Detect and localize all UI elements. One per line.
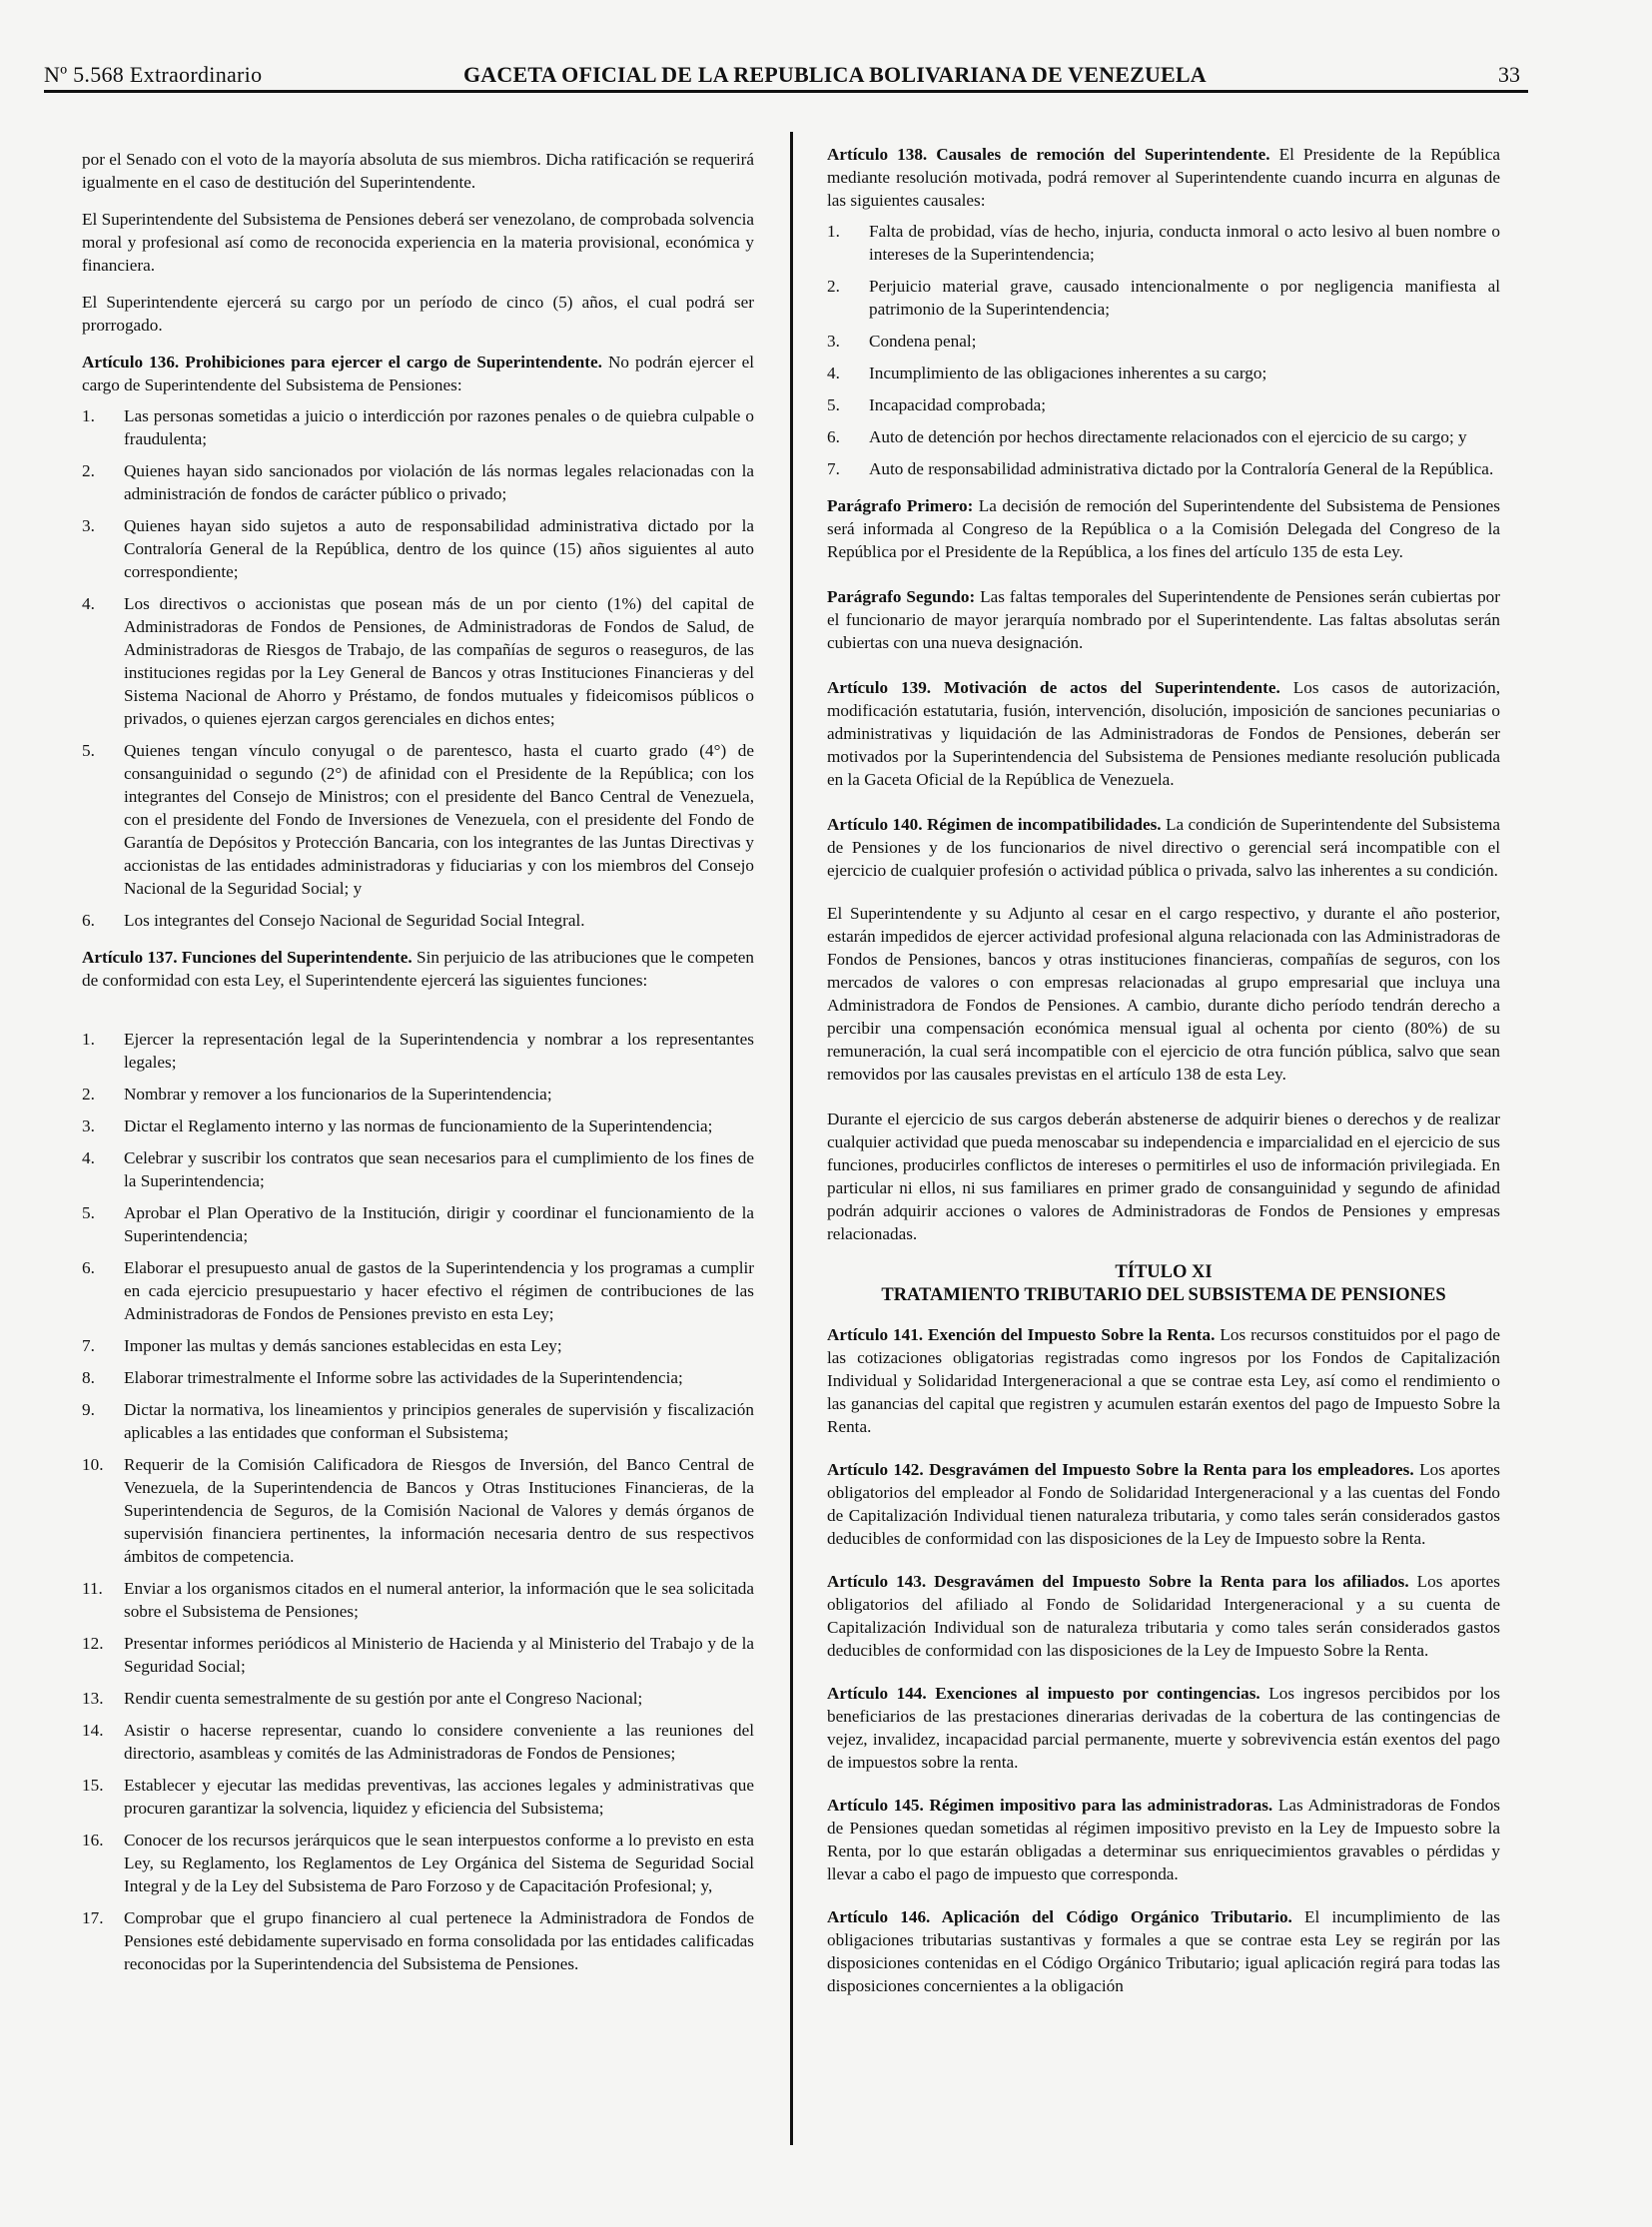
item-number: 1.: [82, 1030, 95, 1049]
article-heading: Artículo 142. Desgravámen del Impuesto Sobre la Renta para los empleadores.: [827, 1460, 1414, 1479]
item-text: Comprobar que el grupo financiero al cual pertenece la Administradora de Fondos de Pensiones esté debidamente supervisado en forma consolidada por las entidades calificadas reconocidas por la Superintendencia del Subsistema de Pensiones.: [124, 1908, 754, 1973]
article-text: El Presidente de la República mediante resolución motivada, podrá remover al Superintendente cuando incurra en algunas de las siguientes causales:: [827, 145, 1500, 210]
list-item: [82, 1114, 754, 1137]
title-name: TRATAMIENTO TRIBUTARIO DEL SUBSISTEMA DE PENSIONES: [881, 1285, 1446, 1305]
item-number: 2.: [82, 1085, 95, 1104]
article-heading: Artículo 140. Régimen de incompatibilidades.: [827, 815, 1162, 834]
list-item: [827, 220, 1500, 266]
article-text: Los aportes obligatorios del afiliado al Fondo de Solidaridad Intergeneracional y a su cuenta de Capitalización Individual son de naturaleza tributaria y como tales serán considerados gastos deducibles de conformidad con las disposiciones de la Ley de Impuesto Sobre la Renta.: [827, 1572, 1500, 1660]
item-number: 9.: [82, 1400, 95, 1419]
item-number: 7.: [82, 1336, 95, 1355]
article-heading: Artículo 138. Causales de remoción del Superintendente.: [827, 145, 1270, 164]
list-item: [827, 275, 1500, 321]
article-141: [827, 1323, 1500, 1438]
item-number: 5.: [827, 395, 840, 414]
item-number: 11.: [82, 1579, 103, 1598]
list-item: [827, 330, 1500, 353]
list-item: [82, 1028, 754, 1074]
paragraph-segundo: [827, 585, 1500, 654]
item-text: Enviar a los organismos citados en el numeral anterior, la información que le sea solicitada sobre el Subsistema de Pensiones;: [124, 1579, 754, 1621]
article-heading: Artículo 141. Exención del Impuesto Sobre la Renta.: [827, 1325, 1216, 1344]
list-item: [82, 909, 754, 932]
list-item: [82, 1334, 754, 1357]
article-text: Los ingresos percibidos por los beneficiarios de las prestaciones dinerarias derivadas de la cobertura de las contingencias de vejez, invalidez, incapacidad parcial permanente, muerte y sobrevivencia están exentos del pago de impuestos sobre la renta.: [827, 1684, 1500, 1772]
issue-number: Nº 5.568 Extraordinario: [44, 62, 263, 87]
item-number: 6.: [82, 911, 95, 930]
article-text: Los casos de autorización, modificación estatutaria, fusión, intervención, disolución, imposición de sanciones pecuniarias o administrativas y liquidación de las Administradoras de Fondos de Pensiones, deberán ser motivados por la Superintendencia del Subsistema de Pensiones mediante resolución publicada en la Gaceta Oficial de la República de Venezuela.: [827, 678, 1501, 789]
list-item: [82, 592, 754, 730]
page-number: 33: [1498, 62, 1520, 87]
paragraph: por el Senado con el voto de la mayoría absoluta de sus miembros. Dicha ratificación se requerirá igualmente en el caso de destitución del Superintendente.: [82, 150, 754, 192]
list-item: [82, 1201, 754, 1247]
list-item: [82, 1256, 754, 1325]
item-number: 5.: [82, 1203, 95, 1222]
article-heading: Parágrafo Primero:: [827, 496, 974, 515]
item-text: Quienes hayan sido sancionados por violación de lás normas legales relacionadas con la administración de fondos de carácter público o privado;: [124, 461, 754, 503]
item-number: 8.: [82, 1368, 95, 1387]
item-number: 1.: [82, 406, 95, 425]
item-text: Ejercer la representación legal de la Superintendencia y nombrar a los representantes legales;: [124, 1030, 754, 1072]
item-number: 1.: [827, 222, 840, 241]
item-number: 2.: [82, 461, 95, 480]
article-text: Las faltas temporales del Superintendente de Pensiones serán cubiertas por el funcionario de mayor jerarquía nombrado por el Superintendente. Las faltas absolutas serán cubiertas con una nueva designación.: [827, 587, 1500, 652]
list-item: [82, 1829, 754, 1897]
item-text: Condena penal;: [869, 332, 977, 351]
article-145: [827, 1794, 1500, 1885]
list-item: [827, 425, 1500, 448]
article-137-list: [82, 1028, 754, 1975]
article-143: [827, 1570, 1500, 1662]
item-text: Establecer y ejecutar las medidas preventivas, las acciones legales y administrativas que procuren garantizar la solvencia, liquidez y eficiencia del Subsistema;: [124, 1776, 754, 1818]
article-text: La decisión de remoción del Superintendente del Subsistema de Pensiones será informada al Congreso de la República o a la Comisión Delegada del Congreso de la República por el Presidente de la República, a los fines del artículo 135 de esta Ley.: [827, 496, 1500, 561]
article-138-list: [827, 220, 1500, 480]
section-title: [827, 1261, 1500, 1307]
list-item: [82, 1632, 754, 1678]
page-header: [44, 58, 1528, 93]
item-text: Auto de detención por hechos directamente relacionados con el ejercicio de su cargo; y: [869, 427, 1467, 446]
list-item: [82, 739, 754, 900]
list-item: [82, 459, 754, 505]
item-number: 3.: [82, 1116, 95, 1135]
list-item: [82, 1083, 754, 1106]
article-146: [827, 1905, 1500, 1997]
paragraph: El Superintendente del Subsistema de Pensiones deberá ser venezolano, de comprobada solvencia moral y profesional así como de reconocida experiencia en la materia provisional, económica y financiera.: [82, 210, 754, 275]
item-text: Auto de responsabilidad administrativa dictado por la Contraloría General de la República.: [869, 459, 1494, 478]
article-heading: Artículo 139. Motivación de actos del Superintendente.: [827, 678, 1280, 697]
item-number: 7.: [827, 459, 840, 478]
list-item: [82, 404, 754, 450]
article-heading: Artículo 136. Prohibiciones para ejercer el cargo de Superintendente.: [82, 353, 602, 371]
list-item: [82, 1719, 754, 1765]
gazette-title: GACETA OFICIAL DE LA REPUBLICA BOLIVARIANA DE VENEZUELA: [463, 62, 1207, 87]
item-text: Rendir cuenta semestralmente de su gestión por ante el Congreso Nacional;: [124, 1689, 643, 1708]
article-144: [827, 1682, 1500, 1774]
item-number: 4.: [827, 364, 840, 382]
item-number: 4.: [82, 1148, 95, 1167]
item-text: Quienes hayan sido sujetos a auto de responsabilidad administrativa dictado por la Contraloría General de la República, dentro de los quince (15) años siguientes al auto correspondiente;: [124, 516, 754, 581]
item-text: Dictar la normativa, los lineamientos y principios generales de supervisión y fiscalización aplicables a las entidades que conforman el Subsistema;: [124, 1400, 754, 1442]
item-text: Quienes tengan vínculo conyugal o de parentesco, hasta el cuarto grado (4°) de consanguinidad o segundo (2°) de afinidad con el Presidente de la República; con los integrantes del Consejo de Ministros; con el presidente del Banco Central de Venezuela, con el presidente del Fondo de Inversiones de Venezuela, con el presidente del Fondo de Garantía de Depósitos y Protección Bancaria, con los integrantes de las Juntas Directivas y accionistas de las entidades administradoras y fiduciarias y con los miembros del Consejo Nacional de la Seguridad Social; y: [124, 741, 754, 898]
paragraph-primero: [827, 494, 1500, 563]
item-text: Falta de probidad, vías de hecho, injuria, conducta inmoral o acto lesivo al buen nombre o intereses de la Superintendencia;: [869, 222, 1500, 264]
item-text: Perjuicio material grave, causado intencionalmente o por negligencia manifiesta al patrimonio de la Superintendencia;: [869, 277, 1500, 319]
article-heading: Artículo 146. Aplicación del Código Orgánico Tributario.: [827, 1907, 1292, 1926]
article-heading: Artículo 137. Funciones del Superintendente.: [82, 948, 413, 967]
item-text: Asistir o hacerse representar, cuando lo considere conveniente a las reuniones del directorio, asambleas y comités de las Administradoras de Fondos de Pensiones;: [124, 1721, 754, 1763]
item-number: 12.: [82, 1634, 104, 1653]
article-heading: Parágrafo Segundo:: [827, 587, 976, 606]
list-item: [82, 1366, 754, 1389]
article-text: No podrán ejercer el cargo de Superintendente del Subsistema de Pensiones:: [82, 353, 754, 394]
list-item: [827, 457, 1500, 480]
list-item: [82, 1453, 754, 1568]
column-divider: [790, 132, 793, 2145]
article-text: Sin perjuicio de las atribuciones que le competen de conformidad con esta Ley, el Superintendente ejercerá las siguientes funciones:: [82, 948, 754, 990]
title-number: TÍTULO XI: [1115, 1262, 1213, 1282]
article-139: [827, 676, 1500, 791]
article-142: [827, 1458, 1500, 1550]
article-140: [827, 813, 1500, 882]
list-item: [82, 1906, 754, 1975]
article-137: [82, 946, 754, 992]
item-text: Incapacidad comprobada;: [869, 395, 1047, 414]
item-text: Las personas sometidas a juicio o interdicción por razones penales o de quiebra culpable o fraudulenta;: [124, 406, 754, 448]
item-text: Dictar el Reglamento interno y las normas de funcionamiento de la Superintendencia;: [124, 1116, 713, 1135]
item-number: 2.: [827, 277, 840, 296]
item-number: 13.: [82, 1689, 104, 1708]
article-text: El incumplimiento de las obligaciones tributarias sustantivas y formales a que se contrae esta Ley se regirán por las disposiciones contenidas en el Código Orgánico Tributario; igual aplicación regirá para todas las disposiciones concernientes a la obligación: [827, 1907, 1500, 1995]
item-text: Requerir de la Comisión Calificadora de Riesgos de Inversión, del Banco Central de Venezuela, de la Superintendencia de Bancos y Otras Instituciones Financieras, de la Superintendencia de Seguros, de la Comisión Nacional de Valores y demás órganos de supervisión financiera pertinentes, la información necesaria dentro de sus respectivos ámbitos de competencia.: [124, 1455, 754, 1566]
item-text: Aprobar el Plan Operativo de la Institución, dirigir y coordinar el funcionamiento de la Superintendencia;: [124, 1203, 754, 1245]
item-number: 10.: [82, 1455, 104, 1474]
left-column: [82, 148, 754, 1989]
item-text: Celebrar y suscribir los contratos que sean necesarios para el cumplimiento de los fines de la Superintendencia;: [124, 1148, 754, 1190]
list-item: [827, 393, 1500, 416]
item-text: Los directivos o accionistas que posean más de un por ciento (1%) del capital de Administradoras de Fondos de Pensiones, de Administradoras de Fondos de Salud, de Administradoras de Riesgos de Trabajo, de las compañías de seguros o reaseguros, de las instituciones regidas por la Ley General de Bancos y otras Instituciones Financieras y del Sistema Nacional de Ahorro y Préstamo, de fondos mutuales y fideicomisos públicos o privados, o quienes ejerzan cargos gerenciales en dichos entes;: [124, 594, 754, 728]
item-number: 4.: [82, 594, 95, 613]
article-text: Los recursos constituidos por el pago de las cotizaciones obligatorias registradas como ingresos por los Fondos de Capitalización Individual y Solidaridad Intergeneracional a que se contrae esta Ley, así como el rendimiento o las ganancias del capital que registren y acumulen estarán exentos del pago de Impuesto Sobre la Renta.: [827, 1325, 1500, 1436]
item-text: Elaborar el presupuesto anual de gastos de la Superintendencia y los programas a cumplir en cada ejercicio presupuestario y hacer efectivo el régimen de contribuciones de las Administradoras de Fondos de Pensiones previsto en esta Ley;: [124, 1258, 754, 1323]
right-column: [827, 143, 1500, 2011]
article-136: [82, 351, 754, 396]
article-136-list: [82, 404, 754, 932]
item-number: 3.: [827, 332, 840, 351]
article-heading: Artículo 145. Régimen impositivo para las administradoras.: [827, 1796, 1273, 1815]
item-text: Imponer las multas y demás sanciones establecidas en esta Ley;: [124, 1336, 562, 1355]
item-text: Presentar informes periódicos al Ministerio de Hacienda y al Ministerio del Trabajo y de la Seguridad Social;: [124, 1634, 754, 1676]
list-item: [82, 1398, 754, 1444]
list-item: [827, 362, 1500, 384]
item-text: Incumplimiento de las obligaciones inherentes a su cargo;: [869, 364, 1267, 382]
item-number: 14.: [82, 1721, 104, 1740]
item-number: 15.: [82, 1776, 104, 1795]
article-138: [827, 143, 1500, 212]
article-text: La condición de Superintendente del Subsistema de Pensiones y de los funcionarios de nivel directivo o gerencial será incompatible con el ejercicio de cualquier profesión o actividad pública o privada, salvo las inherentes a su condición.: [827, 815, 1500, 880]
spacer: [82, 1006, 754, 1028]
paragraph: El Superintendente ejercerá su cargo por un período de cinco (5) años, el cual podrá ser prorrogado.: [82, 293, 754, 335]
list-item: [82, 1577, 754, 1623]
paragraph: Durante el ejercicio de sus cargos deberán abstenerse de adquirir bienes o derechos y de realizar cualquier actividad que pueda menoscabar su independencia e imparcialidad en el ejercicio de sus funciones, producirles conflictos de intereses o permitirles el uso de información privilegiada. En particular ni ellos, ni sus familiares en primer grado de consanguinidad y segundo de afinidad podrán adquirir acciones o valores de Administradoras de Fondos de Pensiones y empresas relacionadas.: [827, 1110, 1500, 1243]
article-heading: Artículo 144. Exenciones al impuesto por contingencias.: [827, 1684, 1260, 1703]
item-number: 6.: [82, 1258, 95, 1277]
item-number: 3.: [82, 516, 95, 535]
list-item: [82, 1687, 754, 1710]
article-text: Los aportes obligatorios del empleador al Fondo de Solidaridad Intergeneracional y a las cuentas del Fondo de Capitalización Individual tienen naturaleza tributaria, y como tales serán considerados gastos deducibles de conformidad con las disposiciones de la Ley de Impuesto sobre la Renta.: [827, 1460, 1500, 1548]
article-text: Las Administradoras de Fondos de Pensiones quedan sometidas al régimen impositivo previsto en la Ley de Impuesto sobre la Renta, por lo que estarán obligadas a determinar sus enriquecimientos gravables o pérdidas y llevar a cabo el pago de impuesto que corresponda.: [827, 1796, 1500, 1883]
item-text: Los integrantes del Consejo Nacional de Seguridad Social Integral.: [124, 911, 585, 930]
item-text: Nombrar y remover a los funcionarios de la Superintendencia;: [124, 1085, 552, 1104]
item-number: 6.: [827, 427, 840, 446]
list-item: [82, 514, 754, 583]
item-text: Conocer de los recursos jerárquicos que le sean interpuestos conforme a lo previsto en esta Ley, su Reglamento, los Reglamentos de Ley Orgánica del Sistema de Seguridad Social Integral y de la Ley del Subsistema de Paro Forzoso y de Capacitación Profesional; y,: [124, 1831, 754, 1895]
list-item: [82, 1146, 754, 1192]
article-heading: Artículo 143. Desgravámen del Impuesto Sobre la Renta para los afiliados.: [827, 1572, 1409, 1591]
list-item: [82, 1774, 754, 1820]
item-text: Elaborar trimestralmente el Informe sobre las actividades de la Superintendencia;: [124, 1368, 683, 1387]
item-number: 5.: [82, 741, 95, 760]
item-number: 16.: [82, 1831, 104, 1850]
item-number: 17.: [82, 1908, 104, 1927]
paragraph: El Superintendente y su Adjunto al cesar en el cargo respectivo, y durante el año posterior, estarán impedidos de ejercer actividad profesional alguna relacionada con las Administradoras de Fondos de Pensiones, bancos y otras instituciones financieras, compañías de seguros, con los mercados de valores o con empresas relacionadas al grupo empresarial que incluya una Administradora de Fondos de Pensiones. A cambio, durante dicho período tendrán derecho a percibir una compensación económica mensual igual al ochenta por ciento (80%) de su remuneración, la cual será incompatible con el ejercicio de otra función pública, salvo que sean removidos por las causales previstas en el artículo 138 de esta Ley.: [827, 904, 1500, 1084]
